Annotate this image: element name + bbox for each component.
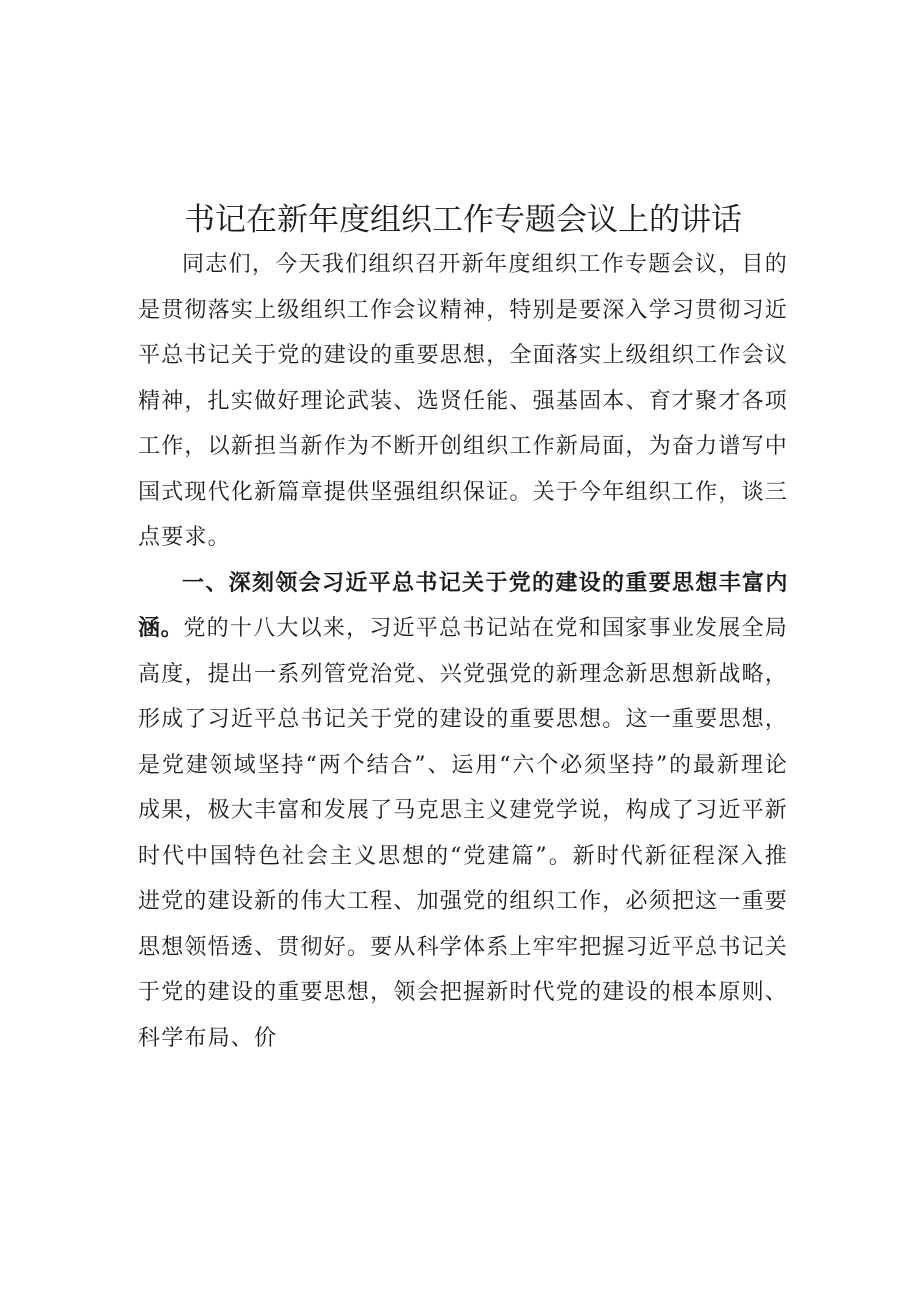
section-one-paragraph <box>138 561 788 1062</box>
document-page <box>138 197 788 1061</box>
opening-paragraph: 同志们，今天我们组织召开新年度组织工作专题会议，目的是贯彻落实上级组织工作会议精神，特别是要深入学习贯彻习近平总书记关于党的建设的重要思想，全面落实上级组织工作会议精神，扎实做好理论武装、选贤任能、强基固本、育才聚才各项工作，以新担当新作为不断开创组织工作新局面，为奋力谱写中国式现代化新篇章提供坚强组织保证。关于今年组织工作，谈三点要求。 <box>138 252 788 550</box>
document-title: 书记在新年度组织工作专题会议上的讲话 <box>184 202 742 238</box>
section-one-heading: 一、深刻领会习近平总书记关于党的建设的重要思想丰富内涵。 <box>138 570 788 641</box>
section-one-body: 党的十八大以来，习近平总书记站在党和国家事业发展全局高度，提出一系列管党治党、兴党强党的新理念新思想新战略，形成了习近平总书记关于党的建设的重要思想。这一重要思想，是党建领域坚持“两个结合”、运用“六个必须坚持”的最新理论成果，极大丰富和发展了马克思主义建党学说，构成了习近平新时代中国特色社会主义思想的“党建篇”。新时代新征程深入推进党的建设新的伟大工程、加强党的组织工作，必须把这一重要思想领悟透、贯彻好。要从科学体系上牢牢把握习近平总书记关于党的建设的重要思想，领会把握新时代党的建设的根本原则、科学布局、价 <box>138 616 789 1051</box>
